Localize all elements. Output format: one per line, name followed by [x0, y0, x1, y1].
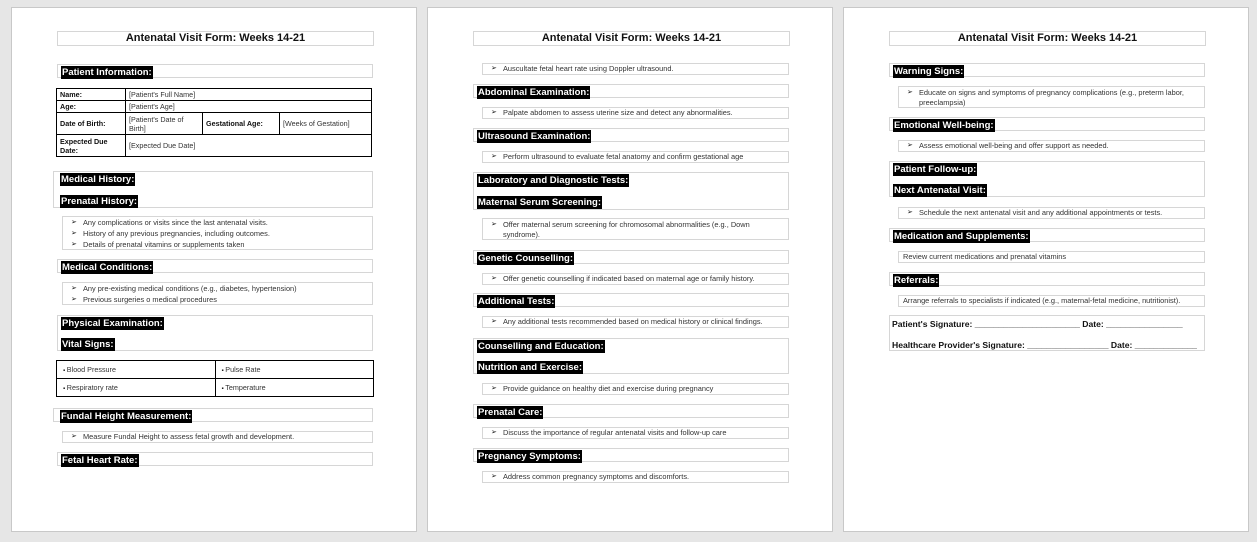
due-date-value[interactable]: [Expected Due Date] — [126, 135, 372, 157]
genetic-list — [482, 273, 789, 285]
counselling-education-heading: Counselling and Education: — [478, 341, 604, 352]
abdominal-list — [482, 107, 789, 119]
signature-box — [889, 315, 1205, 351]
vital-signs-table — [56, 360, 374, 397]
list-item: ➢ Palpate abdomen to assess uterine size and detect any abnormalities. — [491, 108, 733, 118]
patient-followup-heading: Patient Follow-up: — [894, 164, 977, 175]
name-value[interactable]: [Patient's Full Name] — [126, 89, 372, 101]
nutrition-exercise-heading: Nutrition and Exercise: — [478, 362, 582, 373]
list-item: ➢ Offer maternal serum screening for chromosomal abnormalities (e.g., Down syndrome). — [491, 220, 783, 240]
abdominal-examination-heading: Abdominal Examination: — [478, 87, 590, 98]
pulse-rate-label: Pulse Rate — [225, 365, 261, 374]
blood-pressure-label: Blood Pressure — [66, 365, 116, 374]
section-box — [889, 161, 1205, 197]
maternal-serum-heading: Maternal Serum Screening: — [478, 197, 602, 208]
vital-cell — [215, 379, 374, 397]
physical-examination-heading: Physical Examination: — [62, 318, 163, 329]
maternal-list — [482, 218, 789, 240]
next-visit-list — [898, 207, 1205, 219]
prenatal-care-heading: Prenatal Care: — [478, 407, 543, 418]
section-box — [473, 338, 789, 374]
section-box — [57, 452, 373, 466]
document-page-3 — [843, 7, 1249, 532]
list-item: ➢ Measure Fundal Height to assess fetal growth and development. — [71, 432, 294, 442]
warning-list — [898, 86, 1205, 108]
list-item: ➢ Schedule the next antenatal visit and any additional appointments or tests. — [907, 208, 1162, 218]
dob-label: Date of Birth: — [57, 113, 126, 135]
section-box — [473, 448, 789, 462]
list-item: ➢ Auscultate fetal heart rate using Doppler ultrasound. — [491, 64, 674, 74]
list-item: ➢ History of any previous pregnancies, including outcomes. — [71, 229, 270, 239]
emotional-wellbeing-heading: Emotional Well-being: — [894, 120, 994, 131]
age-label: Age: — [57, 101, 126, 113]
section-box — [473, 404, 789, 418]
list-item: ➢ Provide guidance on healthy diet and exercise during pregnancy — [491, 384, 713, 394]
dob-value[interactable]: [Patient's Date of Birth] — [126, 113, 203, 135]
patient-info-table — [56, 88, 372, 157]
document-page-2 — [427, 7, 833, 532]
list-item: ➢ Any complications or visits since the last antenatal visits. — [71, 218, 268, 228]
section-box — [889, 228, 1205, 242]
list-item: ➢ Address common pregnancy symptoms and discomforts. — [491, 472, 689, 482]
section-box — [889, 272, 1205, 286]
page-title: Antenatal Visit Form: Weeks 14-21 — [889, 31, 1206, 46]
gestational-age-label: Gestational Age: — [203, 113, 280, 135]
patient-signature-line[interactable]: Patient's Signature: ______________________ Date: ________________ — [892, 319, 1183, 329]
prenatal-care-list — [482, 427, 789, 439]
emotional-list — [898, 140, 1205, 152]
page-title: Antenatal Visit Form: Weeks 14-21 — [473, 31, 790, 46]
vital-signs-heading: Vital Signs: — [62, 339, 114, 350]
fundal-height-heading: Fundal Height Measurement: — [61, 411, 192, 422]
additional-tests-heading: Additional Tests: — [478, 296, 555, 307]
laboratory-tests-heading: Laboratory and Diagnostic Tests: — [478, 175, 629, 186]
conditions-list — [62, 282, 373, 305]
symptoms-list — [482, 471, 789, 483]
vital-cell — [57, 379, 216, 397]
list-item: ➢ Details of prenatal vitamins or supplements taken — [71, 240, 244, 250]
due-date-label: Expected Due Date: — [57, 135, 126, 157]
list-item: ➢ Any pre-existing medical conditions (e.g., diabetes, hypertension) — [71, 284, 297, 294]
section-box — [889, 117, 1205, 131]
name-label: Name: — [57, 89, 126, 101]
vital-cell — [57, 361, 216, 379]
referrals-box — [898, 295, 1205, 307]
section-box — [57, 64, 373, 78]
document-page-1 — [11, 7, 417, 532]
warning-signs-heading: Warning Signs: — [894, 66, 964, 77]
ultrasound-examination-heading: Ultrasound Examination: — [478, 131, 591, 142]
fundal-list — [62, 431, 373, 443]
list-item: ➢ Educate on signs and symptoms of pregnancy complications (e.g., preterm labor, preeclampsia) — [907, 88, 1211, 108]
patient-information-heading: Patient Information: — [62, 67, 152, 78]
vital-cell — [215, 361, 374, 379]
referrals-heading: Referrals: — [894, 275, 939, 286]
section-box — [889, 63, 1205, 77]
list-item: ➢ Previous surgeries o medical procedures — [71, 295, 217, 305]
section-box — [53, 408, 373, 422]
medical-history-heading: Medical History: — [61, 174, 135, 185]
auscultate-list — [482, 63, 789, 75]
list-item: ➢ Discuss the importance of regular antenatal visits and follow-up care — [491, 428, 726, 438]
section-box — [57, 315, 373, 351]
section-box — [473, 172, 789, 210]
temperature-label: Temperature — [225, 383, 266, 392]
age-value[interactable]: [Patient's Age] — [126, 101, 372, 113]
section-box — [53, 171, 373, 208]
list-item: ➢ Offer genetic counselling if indicated based on maternal age or family history. — [491, 274, 755, 284]
medication-box — [898, 251, 1205, 263]
genetic-counselling-heading: Genetic Counselling: — [478, 253, 574, 264]
provider-signature-line[interactable]: Healthcare Provider's Signature: _________________ Date: _____________ — [892, 340, 1197, 350]
respiratory-rate-label: Respiratory rate — [66, 383, 118, 392]
ultrasound-list — [482, 151, 789, 163]
section-box — [57, 259, 373, 273]
section-box — [473, 84, 789, 98]
prenatal-list — [62, 216, 373, 250]
page-title: Antenatal Visit Form: Weeks 14-21 — [57, 31, 374, 46]
pregnancy-symptoms-heading: Pregnancy Symptoms: — [478, 451, 581, 462]
list-item: ➢ Perform ultrasound to evaluate fetal anatomy and confirm gestational age — [491, 152, 743, 162]
nutrition-list — [482, 383, 789, 395]
list-item: ➢ Assess emotional well-being and offer support as needed. — [907, 141, 1109, 151]
medication-heading: Medication and Supplements: — [894, 231, 1029, 242]
section-box — [473, 250, 789, 264]
section-box — [473, 293, 789, 307]
section-box — [473, 128, 789, 142]
referrals-text: Arrange referrals to specialists if indicated (e.g., maternal-fetal medicine, nutritionist). — [903, 296, 1181, 305]
list-item: ➢ Any additional tests recommended based on medical history or clinical findings. — [491, 317, 763, 327]
gestational-age-value[interactable]: [Weeks of Gestation] — [280, 113, 372, 135]
medical-conditions-heading: Medical Conditions: — [62, 262, 153, 273]
additional-list — [482, 316, 789, 328]
next-visit-heading: Next Antenatal Visit: — [894, 185, 986, 196]
medication-text: Review current medications and prenatal vitamins — [903, 252, 1067, 261]
prenatal-history-heading: Prenatal History: — [61, 196, 138, 207]
fetal-heart-rate-heading: Fetal Heart Rate: — [62, 455, 138, 466]
